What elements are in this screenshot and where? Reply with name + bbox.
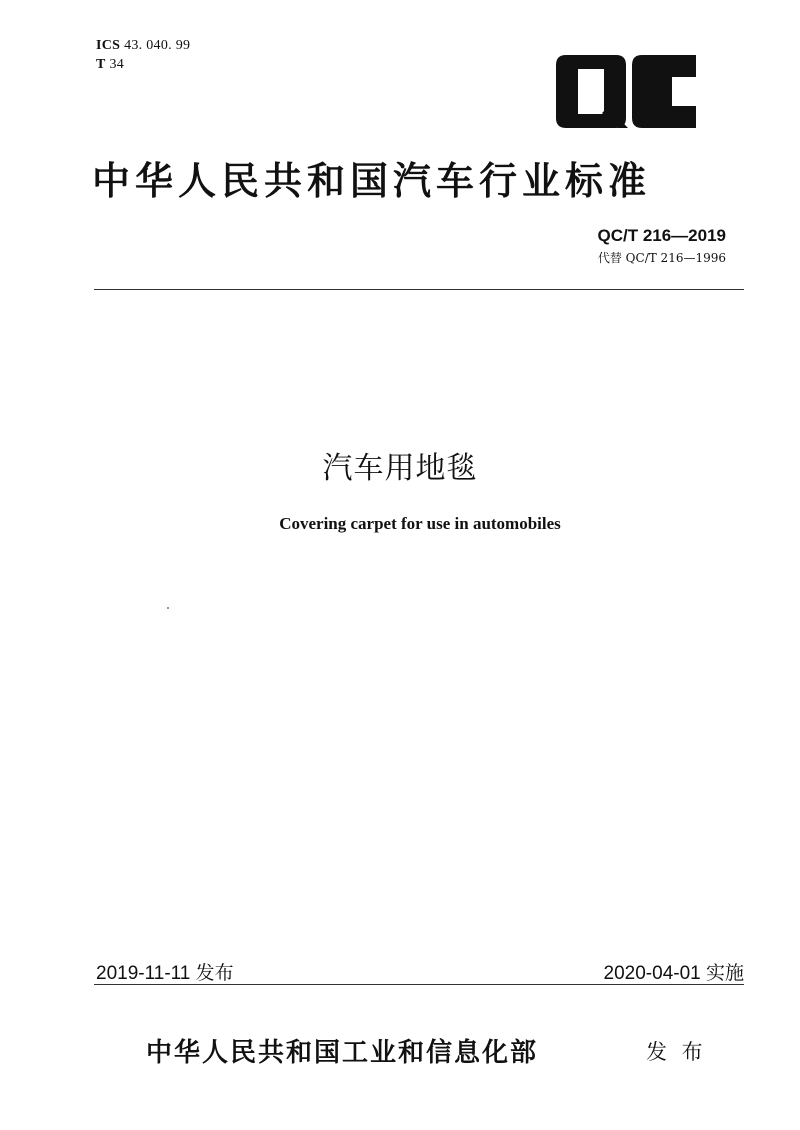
class-letter: T	[96, 57, 106, 72]
logo-letter-q	[556, 55, 628, 128]
bottom-divider	[94, 984, 744, 985]
issuing-suffix: 发 布	[646, 1040, 707, 1064]
scan-speck	[167, 607, 169, 609]
logo-letter-c	[632, 55, 696, 128]
implementation-date: 2020-04-01 实施	[603, 963, 744, 984]
standard-number: QC/T 216—2019	[597, 226, 726, 245]
ics-number: 43. 040. 99	[124, 38, 191, 53]
classification-code	[96, 57, 124, 73]
qc-logo	[556, 55, 696, 128]
issue-date: 2019-11-11 发布	[96, 963, 234, 984]
document-title-chinese: 汽车用地毯	[322, 451, 478, 486]
document-title-english: Covering carpet for use in automobiles	[279, 514, 561, 533]
issuing-authority: 中华人民共和国工业和信息化部	[146, 1038, 539, 1068]
class-number: 34	[109, 57, 125, 72]
ics-label: ICS	[96, 38, 121, 53]
standard-category-title: 中华人民共和国汽车行业标准	[92, 159, 652, 203]
replaces-standard: 代替 QC/T 216—1996	[597, 251, 726, 265]
ics-code	[96, 38, 190, 54]
top-divider	[94, 289, 744, 290]
